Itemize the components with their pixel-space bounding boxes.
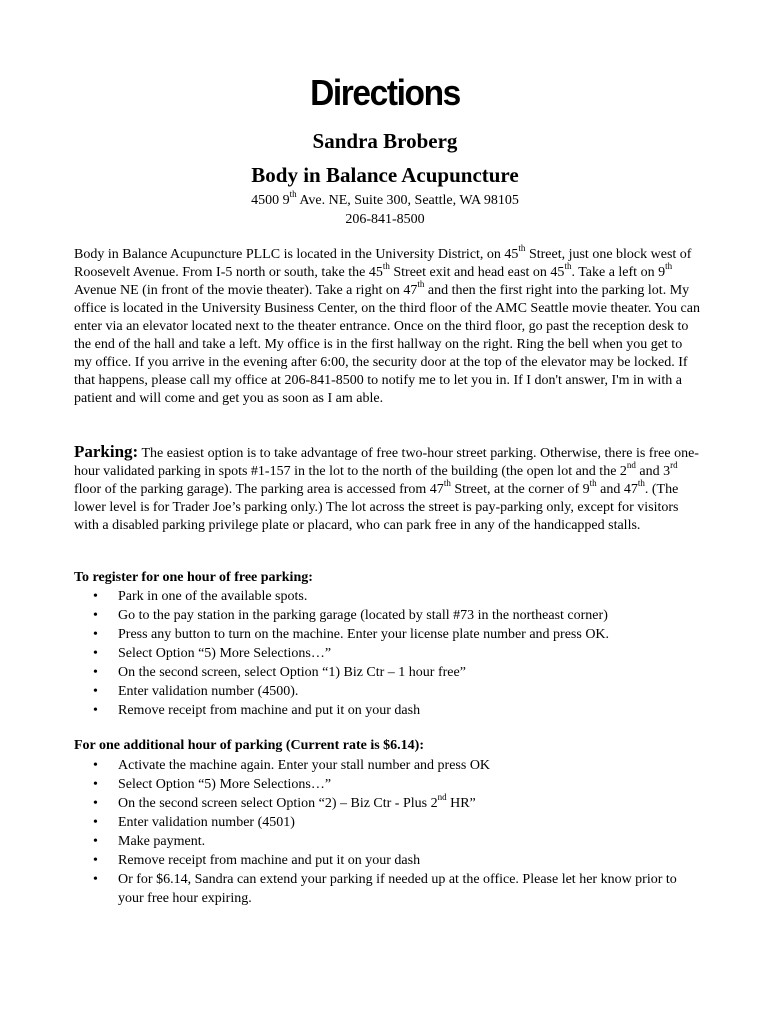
additional-steps-list [74, 756, 700, 908]
address-ordinal: th [289, 189, 297, 200]
directions-paragraph [74, 243, 700, 408]
bullet-icon: • [93, 872, 98, 887]
bullet-icon: • [93, 834, 98, 849]
bullet-icon: • [93, 646, 98, 661]
bullet-icon: • [93, 627, 98, 642]
step-text: Select Option “5) More Selections…” [118, 646, 332, 661]
ordinal: th [417, 279, 425, 290]
step-text: Or for $6.14, Sandra can extend your parking if needed up at the office. Please let her know prior to your free hour expiring. [118, 872, 677, 906]
ordinal: rd [670, 460, 678, 471]
ordinal: th [518, 243, 526, 254]
parking-text-4: Street, at the corner of 9 [450, 482, 590, 497]
bullet-icon: • [93, 853, 98, 868]
bullet-icon: • [93, 665, 98, 680]
list-item [74, 870, 700, 908]
list-item [74, 644, 700, 663]
bullet-icon: • [93, 758, 98, 773]
parking-label: Parking: [74, 442, 139, 461]
bullet-icon: • [93, 815, 98, 830]
step-text: Remove receipt from machine and put it on your dash [118, 703, 421, 718]
phone-number: 206-841-8500 [345, 212, 425, 227]
parking-text-3: floor of the parking garage). The parking area is accessed from 47 [74, 482, 444, 497]
address [0, 189, 770, 209]
ordinal: th [443, 478, 451, 489]
step-text: On the second screen select Option “2) – Biz Ctr - Plus 2 [118, 796, 438, 811]
directions-text-1: Body in Balance Acupuncture PLLC is located in the University District, on 45 [74, 247, 519, 262]
directions-text-2: Street, just one block west of Roosevelt Avenue. From I-5 north or south, take the 45 [74, 247, 692, 280]
directions-text-3: Street exit and head east on 45 [389, 265, 565, 280]
ordinal: th [665, 261, 673, 272]
list-item [74, 663, 700, 682]
list-item [74, 775, 700, 794]
register-steps-list [74, 587, 700, 720]
parking-text-6: . (The lower level is for Trader Joe’s parking only.) The lot across the street is pay-parking only, except for visitors with a disabled parking privilege plate or placard, who can park free in any of the handicapped stalls. [74, 482, 679, 533]
business-name: Body in Balance Acupuncture [251, 163, 519, 187]
list-item [74, 756, 700, 775]
practitioner-name: Sandra Broberg [312, 129, 458, 153]
bullet-icon: • [93, 589, 98, 604]
parking-text-2: and 3 [635, 464, 671, 479]
address-rest: Ave. NE, Suite 300, Seattle, WA 98105 [296, 193, 519, 208]
ordinal: nd [437, 792, 447, 803]
step-text: Activate the machine again. Enter your stall number and press OK [118, 758, 491, 773]
step-text: Make payment. [118, 834, 206, 849]
page-title: Directions [310, 72, 460, 113]
bullet-icon: • [93, 608, 98, 623]
ordinal: nd [626, 460, 636, 471]
bullet-icon: • [93, 684, 98, 699]
directions-text-6: and then the first right into the parking lot. My office is located in the University Business Center, on the third floor of the AMC Seattle movie theater. You can enter via an elevator located next to the theater entrance. Once on the third floor, go past the reception desk to the end of the hall and take a left. My office is in the first hallway on the right. Ring the bell when you get to my office. If you arrive in the evening after 6:00, the security door at the top of the elevator may be locked. If that happens, please call my office at 206-841-8500 to notify me to let you in. If I don't answer, I'm in with a patient and will come and get you as soon as I am able. [74, 283, 700, 406]
directions-text-4: . Take a left on 9 [571, 265, 666, 280]
step-text: Enter validation number (4500). [118, 684, 299, 699]
ordinal: th [564, 261, 572, 272]
step-text-end: HR” [446, 796, 476, 811]
list-item [74, 794, 700, 813]
step-text: Go to the pay station in the parking garage (located by stall #73 in the northeast corner) [118, 608, 608, 623]
ordinal: th [382, 261, 390, 272]
ordinal: th [589, 478, 597, 489]
list-item [74, 606, 700, 625]
list-item [74, 851, 700, 870]
directions-text-5: Avenue NE (in front of the movie theater). Take a right on 47 [74, 283, 418, 298]
bullet-icon: • [93, 777, 98, 792]
bullet-icon: • [93, 703, 98, 718]
list-item [74, 625, 700, 644]
list-item [74, 682, 700, 701]
address-number: 4500 9 [251, 193, 290, 208]
step-text: Park in one of the available spots. [118, 589, 308, 604]
list-item [74, 832, 700, 851]
list-item [74, 813, 700, 832]
parking-text-1: The easiest option is to take advantage of free two-hour street parking. Otherwise, there is free one-hour validated parking in spots #1-157 in the lot to the north of the building (the open lot and the 2 [74, 446, 699, 479]
step-text: Press any button to turn on the machine. Enter your license plate number and press OK. [118, 627, 610, 642]
bullet-icon: • [93, 796, 98, 811]
step-text: On the second screen, select Option “1) Biz Ctr – 1 hour free” [118, 665, 466, 680]
parking-paragraph [74, 443, 700, 535]
ordinal: th [637, 478, 645, 489]
step-text: Select Option “5) More Selections…” [118, 777, 332, 792]
additional-hour-heading: For one additional hour of parking (Current rate is $6.14): [74, 738, 425, 753]
parking-text-5: and 47 [596, 482, 638, 497]
register-heading: To register for one hour of free parking: [74, 570, 313, 585]
list-item [74, 701, 700, 720]
step-text: Enter validation number (4501) [118, 815, 295, 830]
step-text: Remove receipt from machine and put it on your dash [118, 853, 421, 868]
list-item [74, 587, 700, 606]
